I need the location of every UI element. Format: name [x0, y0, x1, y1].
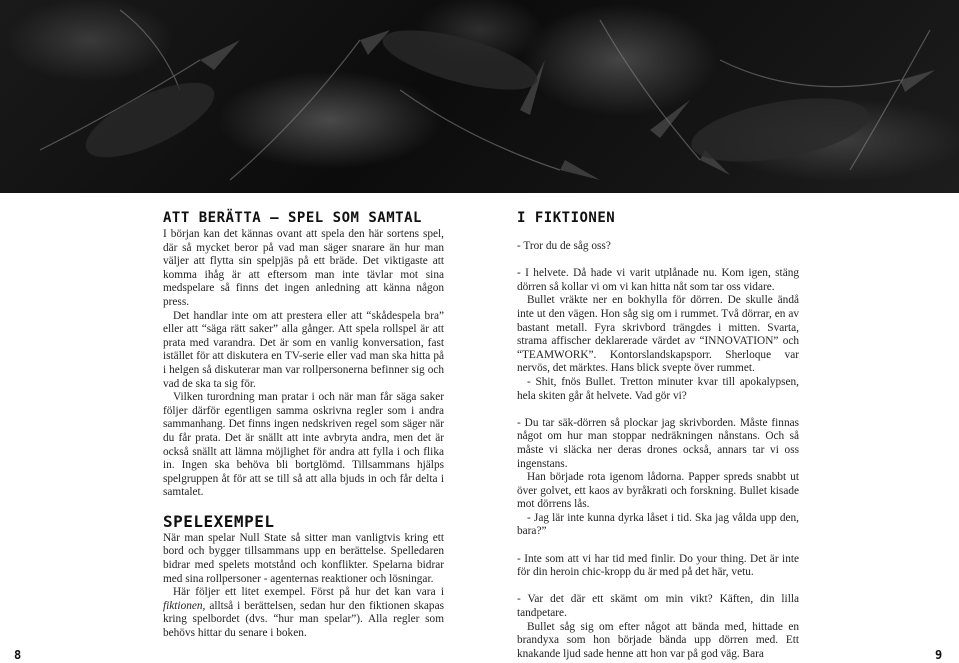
banner-image [0, 0, 959, 193]
dialogue-line: - Shit, fnös Bullet. Tretton minuter kvar till apokalypsen, hela skiten går åt helvete. Vad gör vi? [517, 375, 799, 402]
right-column [517, 210, 799, 661]
paragraph-text: Här följer ett litet exempel. Först på hur det kan vara i [173, 586, 444, 599]
leaves-texture [0, 0, 959, 193]
section-heading: I FIKTIONEN [517, 210, 616, 226]
dialogue-line: - I helvete. Då hade vi varit utplånade nu. Kom igen, stäng dörren så kollar vi om vi kan hitta nåt som tar oss vidare. [517, 267, 799, 293]
section-heading: ATT BERÄTTA — SPEL SOM SAMTAL [163, 210, 422, 226]
paragraph: Bullet såg sig om efter något att bända med, hittade en brandyxa som hon började bända upp dörren med. Ett knakande ljud sade henne att hon var på god väg. Bara [517, 620, 799, 660]
dialogue-line: - Inte som att vi har tid med finlir. Do your thing. Det är inte för din heroin chic-kropp du är med på det här, vetu. [517, 552, 799, 579]
dialogue-line: - Var det där ett skämt om min vikt? Käften, din lilla tandpetare. [517, 593, 799, 620]
paragraph-text: , alltså i berättelsen, sedan hur den fiktionen skapas kring spelbordet (dvs. “hur man spelar”). Alla regler som behövs hittar du senare i boken. [163, 599, 444, 640]
left-column [163, 210, 444, 641]
page-number-left: 8 [14, 648, 22, 662]
dialogue-line: - Du tar säk-dörren så plockar jag skrivborden. Måste finnas något om hur man stoppar nedräkningen nånstans. Och så måste vi släcka ner deras drones också, annars tar vi oss ingenstans. [517, 416, 799, 470]
paragraph: Bullet vräkte ner en bokhylla för dörren. De skulle ändå inte ut den vägen. Hon såg sig om i rummet. Två dörrar, en av bastant metall. Fyra skrivbord trängdes i mitten. Svarta, strama affischer deklarerade värdet av “INNOVATION” och “TEAMWORK”. Kontorslandskapsporr. Sherloque var nervös, det märktes. Hans blick svepte över rummet. [517, 294, 799, 375]
dialogue-line: - Jag lär inte kunna dyrka låset i tid. Ska jag vålda upp den, bara?” [517, 511, 799, 538]
paragraph: I början kan det kännas ovant att spela den här sortens spel, där så mycket beror på vad man säger snarare än hur man väljer att flytta sin spelpjäs på ett bräde. Det viktigaste att komma ihåg är att eftersom man inte tävlar mot sina medspelare så finns det ingen anledning att känna någon press. [163, 228, 444, 308]
emphasis-text: fiktionen [163, 599, 203, 612]
page-number-right: 9 [935, 648, 943, 662]
paragraph: Det handlar inte om att prestera eller att “skådespela bra” eller att “säga rätt saker” alla gånger. Att spela rollspel är att prata med varandra. Det är som en vanlig konversation, fast istället för att diskutera en TV-serie eller vad man ska hitta på i helgen så diskuterar man var rollpersonerna befinner sig och vad de ska ta sig för. [163, 309, 444, 390]
paragraph [163, 586, 444, 640]
paragraph: Han började rota igenom lådorna. Papper spreds snabbt ut över golvet, ett kaos av byråkrati och forskning. Bullet kisade mot dörrens lås. [517, 471, 799, 511]
dialogue-line: - Tror du de såg oss? [517, 240, 611, 252]
paragraph: När man spelar Null State så sitter man vanligtvis kring ett bord och bygger tillsammans upp en berättelse. Spelledaren bidrar med spelets motstånd och konflikter. Spelarna bidrar med sina rollpersoner - agenternas reaktioner och lösningar. [163, 531, 444, 585]
section-heading: SPELEXEMPEL [163, 511, 275, 531]
paragraph: Vilken turordning man pratar i och när man får säga saker följer därför egentligen samma oskrivna regler som i andra sammanhang. Det finns ingen nedskriven regel som säger när du får prata. Det är snällt att inte avbryta andra, men det är också snällt att lämna möjlighet för andra att fylla i och flika in. Ingen ska behöva bli bortglömd. Tillsammans hjälps spelgruppen åt för att se till så att alla bjuds in och får delta i samtalet. [163, 391, 444, 499]
